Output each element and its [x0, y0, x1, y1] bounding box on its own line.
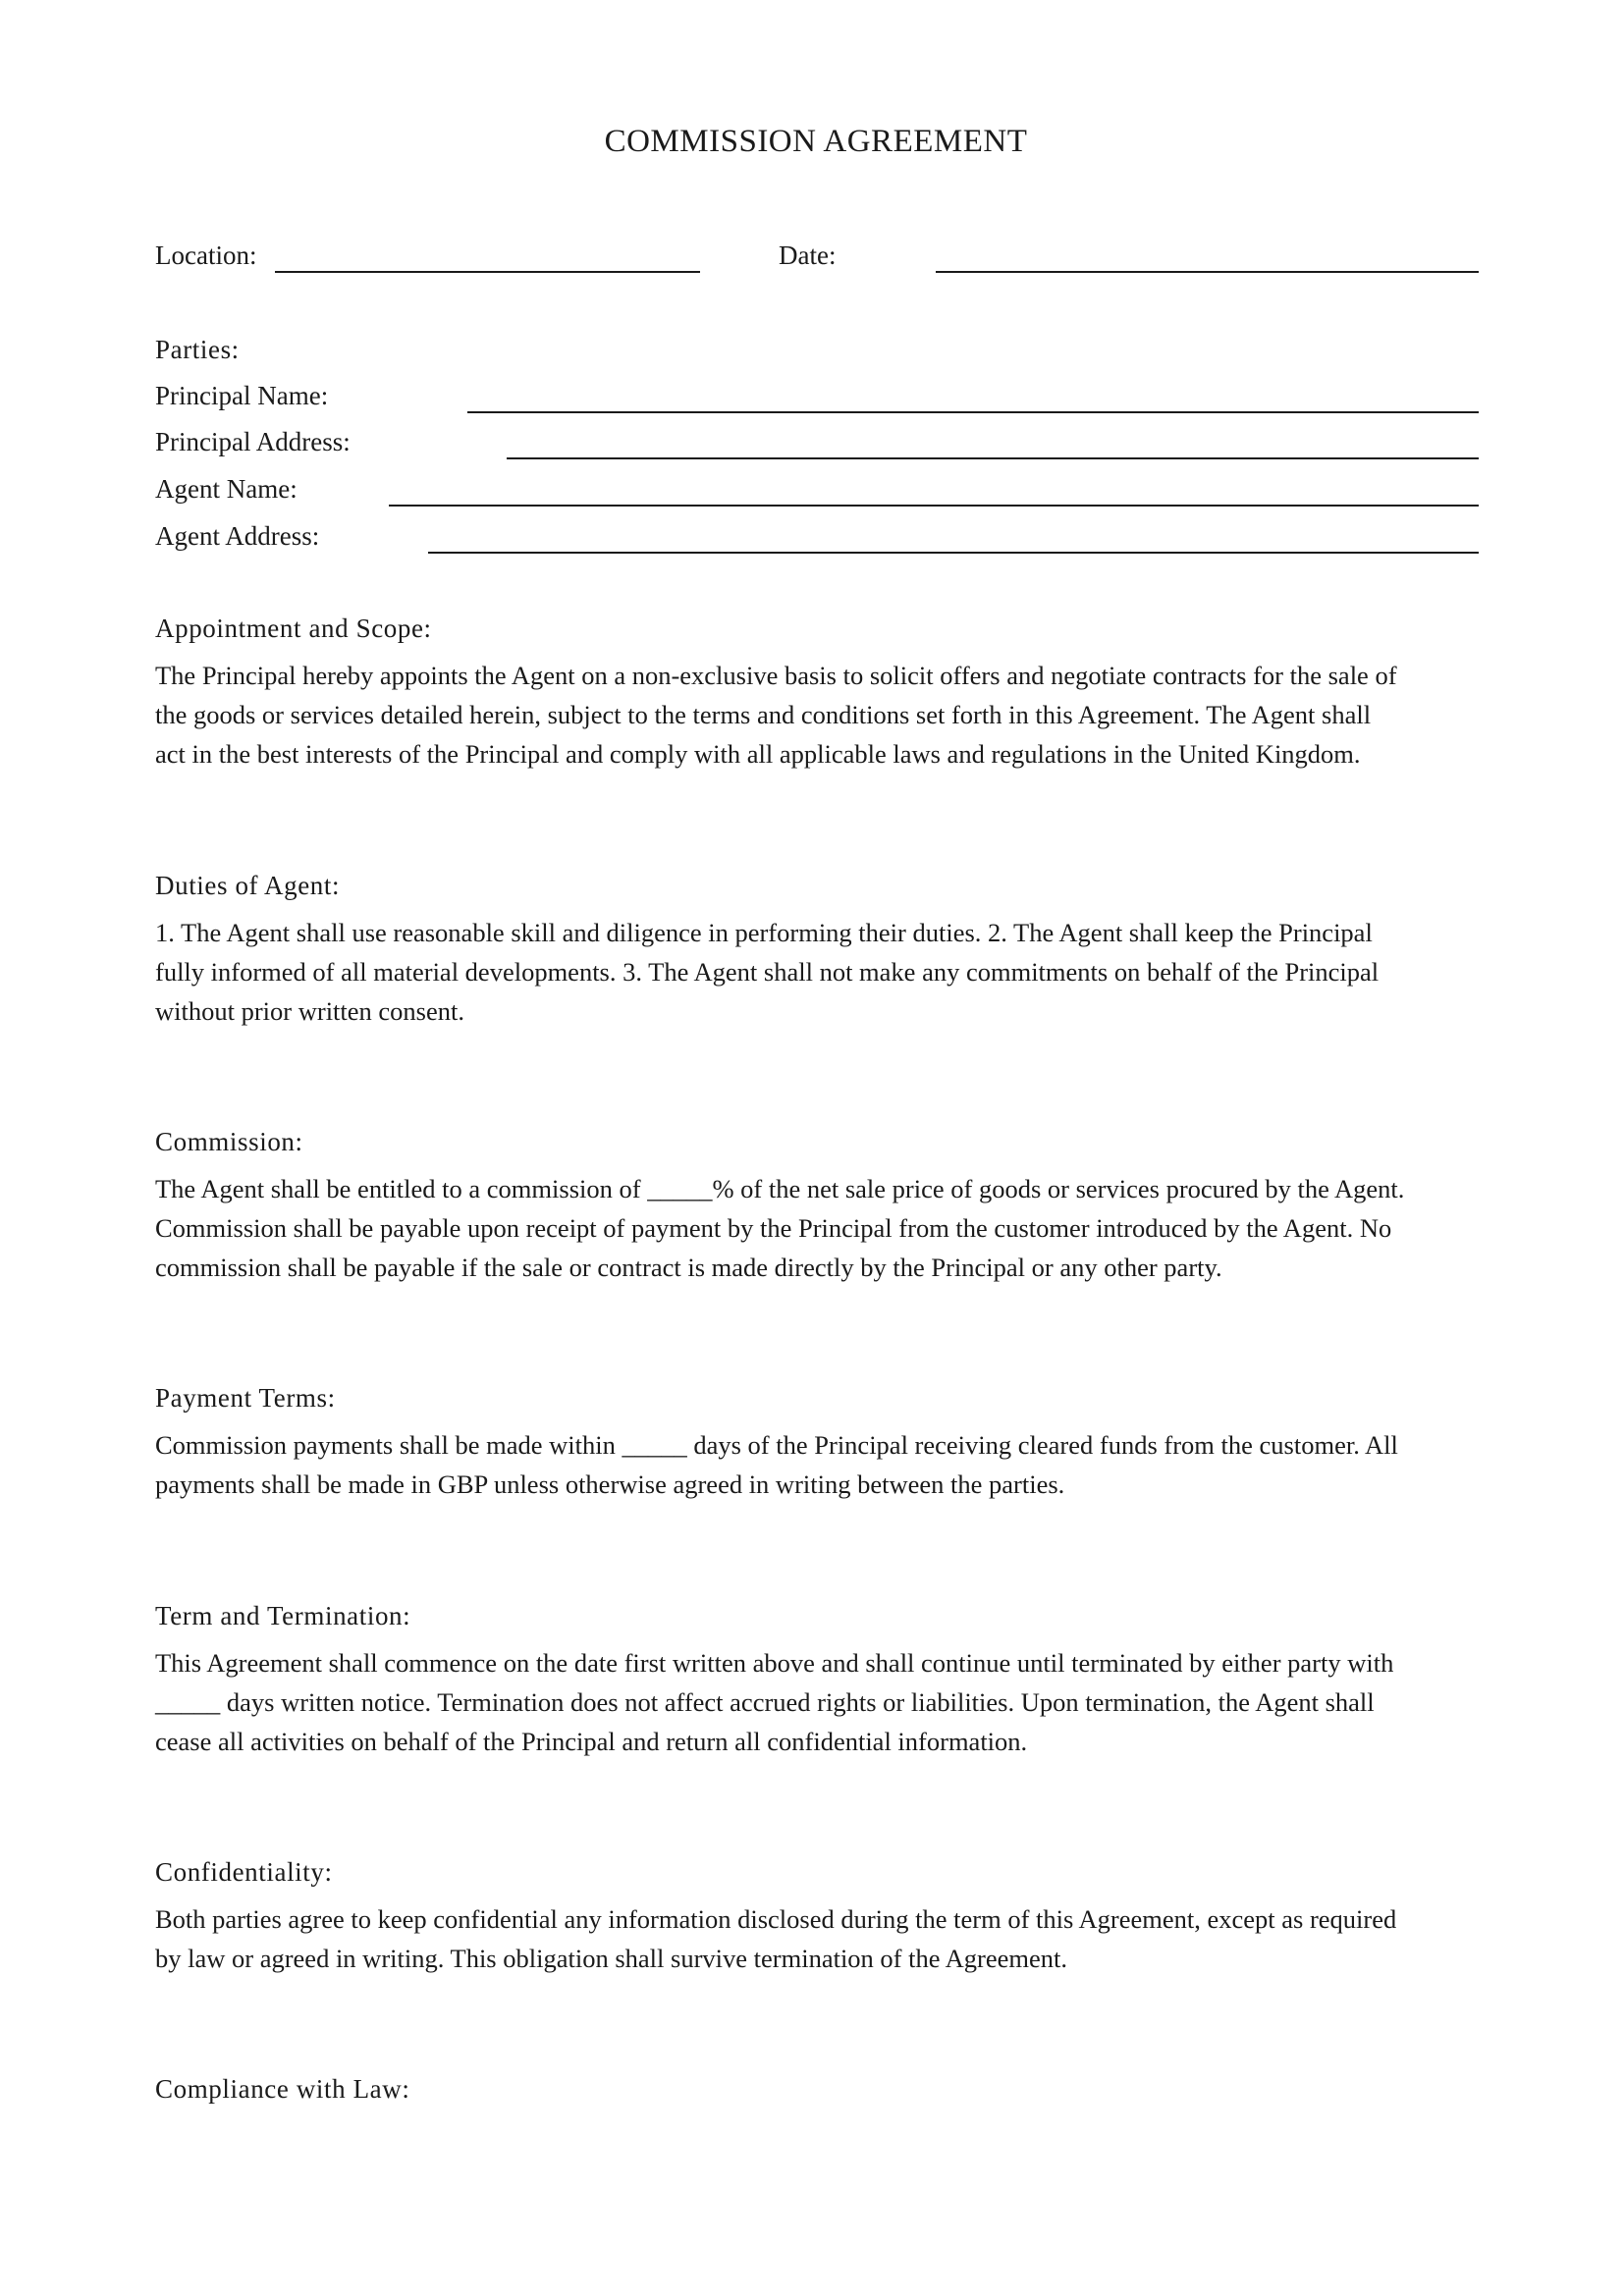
paragraph-line: commission shall be payable if the sale or contract is made directly by the Principal or any other party. [155, 1253, 1222, 1282]
principal-name-field[interactable] [467, 411, 1479, 413]
principal-address-label: Principal Address: [155, 427, 351, 456]
agent-address-label: Agent Address: [155, 521, 320, 551]
paragraph-line: The Principal hereby appoints the Agent on a non-exclusive basis to solicit offers and negotiate contracts for the sale of [155, 661, 1397, 690]
agent-address-field[interactable] [428, 552, 1479, 554]
paragraph-line: _____ days written notice. Termination does not affect accrued rights or liabilities. Upon termination, the Agent shall [155, 1687, 1375, 1717]
principal-address-field[interactable] [507, 457, 1479, 459]
paragraph-line: cease all activities on behalf of the Principal and return all confidential information. [155, 1727, 1028, 1756]
date-label: Date: [779, 240, 837, 270]
section-body-commission [155, 1169, 1486, 1287]
principal-name-label: Principal Name: [155, 381, 329, 410]
paragraph-line: Both parties agree to keep confidential any information disclosed during the term of this Agreement, except as required [155, 1904, 1397, 1934]
paragraph-line: Commission payments shall be made within _____ days of the Principal receiving cleared funds from the customer. All [155, 1430, 1398, 1460]
section-body-appointment [155, 656, 1486, 774]
section-body-duties [155, 913, 1486, 1031]
section-heading-compliance: Compliance with Law: [155, 2074, 410, 2104]
paragraph-line: The Agent shall be entitled to a commission of _____% of the net sale price of goods or services procured by the Agent. [155, 1174, 1405, 1203]
paragraph-line: without prior written consent. [155, 996, 464, 1026]
paragraph-line: fully informed of all material developments. 3. The Agent shall not make any commitments on behalf of the Principal [155, 957, 1380, 987]
paragraph-line: 1. The Agent shall use reasonable skill and diligence in performing their duties. 2. The Agent shall keep the Principal [155, 918, 1373, 947]
section-heading-payment-terms: Payment Terms: [155, 1383, 336, 1413]
paragraph-line: This Agreement shall commence on the date first written above and shall continue until terminated by either party with [155, 1648, 1394, 1678]
paragraph-line: Commission shall be payable upon receipt of payment by the Principal from the customer introduced by the Agent. No [155, 1213, 1392, 1243]
section-heading-appointment: Appointment and Scope: [155, 614, 432, 643]
paragraph-line: by law or agreed in writing. This obligation shall survive termination of the Agreement. [155, 1944, 1068, 1973]
paragraph-line: act in the best interests of the Principal and comply with all applicable laws and regulations in the United Kingdom. [155, 739, 1361, 769]
section-heading-confidentiality: Confidentiality: [155, 1857, 333, 1887]
location-label: Location: [155, 240, 257, 270]
section-body-confidentiality [155, 1899, 1486, 1978]
paragraph-line: the goods or services detailed herein, subject to the terms and conditions set forth in this Agreement. The Agent shall [155, 700, 1372, 729]
agent-name-label: Agent Name: [155, 474, 298, 504]
paragraph-line: payments shall be made in GBP unless otherwise agreed in writing between the parties. [155, 1469, 1065, 1499]
section-body-term-termination [155, 1643, 1486, 1761]
parties-heading: Parties: [155, 335, 240, 364]
section-heading-commission: Commission: [155, 1127, 303, 1156]
section-heading-duties: Duties of Agent: [155, 871, 341, 900]
section-heading-term-termination: Term and Termination: [155, 1601, 411, 1630]
location-field[interactable] [275, 271, 700, 273]
date-field[interactable] [936, 271, 1479, 273]
section-body-payment-terms [155, 1425, 1486, 1504]
document-title: COMMISSION AGREEMENT [604, 124, 1028, 159]
agent-name-field[interactable] [389, 505, 1479, 507]
